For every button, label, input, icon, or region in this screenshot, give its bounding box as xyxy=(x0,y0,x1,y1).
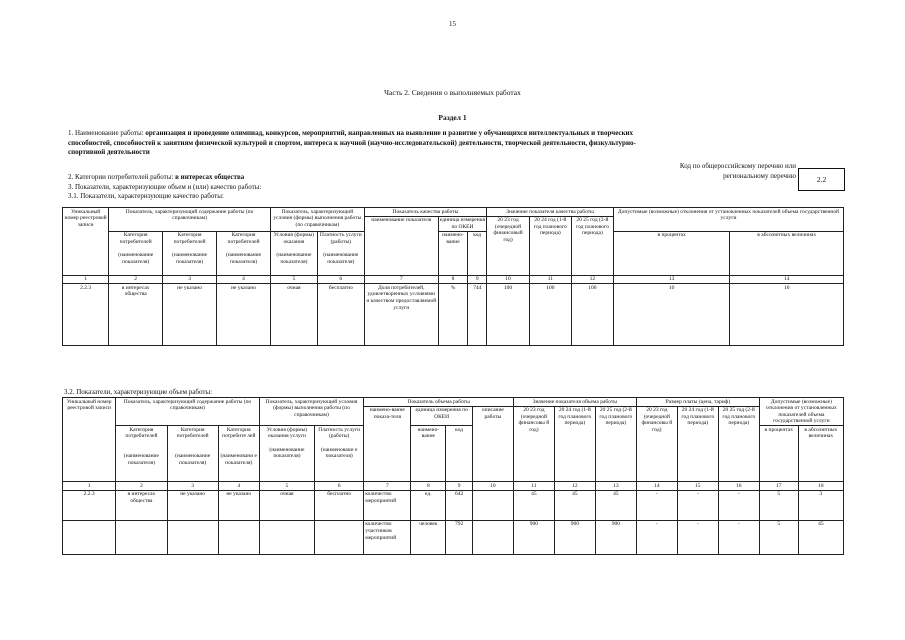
h2-name: наимено-вание показа-теля xyxy=(364,406,411,482)
h-pay: Платность услуги (работы) (наименование показателя) xyxy=(317,231,364,275)
num: 12 xyxy=(554,482,595,491)
consumer-category-line xyxy=(68,173,244,181)
h2-f1: 20 23 год (очередной финансовы й год) xyxy=(636,406,677,482)
code-value: 2.2 xyxy=(798,168,845,191)
num: 9 xyxy=(468,275,487,284)
num: 10 xyxy=(487,275,530,284)
h2-unique: Уникальный номер реестровой записи xyxy=(63,398,116,482)
h-pct: в процентах xyxy=(613,231,729,275)
num: 6 xyxy=(317,275,364,284)
cell xyxy=(116,520,167,554)
cell: - xyxy=(718,520,759,554)
table-row xyxy=(63,284,844,346)
h2-uname: наимено-вание xyxy=(411,426,446,482)
cell: очная xyxy=(259,490,314,520)
cell: 900 xyxy=(595,520,636,554)
num: 7 xyxy=(364,482,411,491)
num: 2 xyxy=(116,482,167,491)
cell: количество участников мероприятий xyxy=(364,520,411,554)
num: 18 xyxy=(798,482,843,491)
cell: количество мероприятий xyxy=(364,490,411,520)
num: 16 xyxy=(718,482,759,491)
h2-fee: Размер платы (цена, тариф) xyxy=(636,398,759,407)
h-code: код xyxy=(468,231,487,275)
h-cat-3: Категория потребителей (наименование показателя) xyxy=(217,231,271,275)
h2-volume: Показатель объема работы xyxy=(364,398,514,407)
h-dev: Допустимые (возможные) отклонения от установленных показателей объема государственной услуги xyxy=(613,208,843,232)
cell xyxy=(472,490,513,520)
cell: 10 xyxy=(730,284,844,346)
num: 13 xyxy=(595,482,636,491)
cell: 2.2.3 xyxy=(63,284,109,346)
cell: 45 xyxy=(513,490,554,520)
h2-cat-3: Категория потребите лей (наименовани е показателя) xyxy=(218,426,259,482)
indicators-line: 3. Показатели, характеризующие объем и (или) качество работы: xyxy=(68,183,262,191)
num: 13 xyxy=(613,275,729,284)
h-name: наименование показателя xyxy=(364,216,438,275)
h-content: Показатель, характеризующий содержание работы (по справочникам) xyxy=(109,208,271,232)
consumer-category-prefix: 2. Категории потребителей работы: xyxy=(68,173,176,181)
h2-cat-2: Категория потребителей (наименование показателя) xyxy=(167,426,218,482)
h2-dev: Допустимые (возможные) отклонения от установленных показателей объема государственной услуги xyxy=(759,398,843,426)
h-y3: 20 25 год (2-й год планового периода) xyxy=(571,216,613,275)
h2-y2: 20 24 год (1-й год планового периода) xyxy=(554,406,595,482)
cell: 744 xyxy=(468,284,487,346)
num: 2 xyxy=(109,275,163,284)
cell: не указано xyxy=(163,284,217,346)
cell: не указано xyxy=(217,284,271,346)
num: 5 xyxy=(271,275,318,284)
h-values: Значение показателя качества работы xyxy=(487,208,614,217)
cell: - xyxy=(718,490,759,520)
cell: бесплатно xyxy=(315,490,364,520)
cell: очная xyxy=(271,284,318,346)
consumer-category-value: в интересах общества xyxy=(175,173,245,181)
quality-indicators-line: 3.1. Показатели, характеризующие качество работы: xyxy=(68,192,224,200)
num: 1 xyxy=(63,275,109,284)
cell: 100 xyxy=(529,284,571,346)
num: 15 xyxy=(677,482,718,491)
num: 6 xyxy=(315,482,364,491)
num: 4 xyxy=(218,482,259,491)
cell: 100 xyxy=(571,284,613,346)
num: 8 xyxy=(438,275,467,284)
h-y1: 20 23 год (очередной финансовый год) xyxy=(487,216,530,275)
cell: 45 xyxy=(798,520,843,554)
cell xyxy=(259,520,314,554)
num: 8 xyxy=(411,482,446,491)
cell: 900 xyxy=(554,520,595,554)
table-row xyxy=(63,520,844,554)
volume-indicators-line: 3.2. Показатели, характеризующие объем работы: xyxy=(64,388,213,396)
h2-cat-1: Категория потребителей (наименование показателя) xyxy=(116,426,167,482)
h2-abs: в абсолютных величинах xyxy=(798,426,843,482)
num: 14 xyxy=(730,275,844,284)
h-unique: Уникальный номер реестровой записи xyxy=(63,208,109,276)
code-label: Код по общероссийскому перечню или региональному перечню xyxy=(679,162,796,180)
num: 3 xyxy=(163,275,217,284)
h2-y1: 20 23 год (очередной финансовы й год) xyxy=(513,406,554,482)
cell: бесплатно xyxy=(317,284,364,346)
cell: - xyxy=(677,520,718,554)
h-cat-1: Категория потребителей (наименование показателя) xyxy=(109,231,163,275)
h2-cond1: Условия (формы) оказания услуги (наименование показателя) xyxy=(259,426,314,482)
cell: % xyxy=(438,284,467,346)
work-name-value: организация и проведение олимпиад, конкурсов, мероприятий, направленных на выявление и развитие у обучающихся интеллектуальных и творческих способностей, способностей к занятиям физической культурой и спортом, интереса к научной (научно-исследовательской) деятельности, творческой деятельности, физкультурно-спортивной деятельности xyxy=(68,129,636,156)
h-cat-2: Категория потребителей (наименование показателя) xyxy=(163,231,217,275)
num: 14 xyxy=(636,482,677,491)
page-number: 15 xyxy=(449,20,456,28)
column-numbers xyxy=(63,275,844,284)
cell: 100 xyxy=(487,284,530,346)
h2-pay: Платность услуги (работы) (наименовани е показателя) xyxy=(315,426,364,482)
work-name-line xyxy=(68,129,668,158)
cell: ед. xyxy=(411,490,446,520)
cell: - xyxy=(636,520,677,554)
h-quality: Показатель качества работы xyxy=(364,208,486,217)
num: 11 xyxy=(529,275,571,284)
cell: Доля потребителей, удовлетворенных условиями и качеством предоставляемой услуги xyxy=(364,284,438,346)
cell: 3 xyxy=(798,490,843,520)
cell xyxy=(472,520,513,554)
cell: 5 xyxy=(759,520,798,554)
h2-unit: единица измерения по ОКЕИ xyxy=(411,406,472,426)
h-abs: в абсолютных величинах xyxy=(730,231,844,275)
quality-table xyxy=(62,207,844,346)
h2-pct: в процентах xyxy=(759,426,798,482)
cell: 5 xyxy=(759,490,798,520)
h2-cond: Показатель, характеризующий условия (формы) выполнения работы (по справочникам) xyxy=(259,398,364,426)
h2-values: Значение показателя объема работы xyxy=(513,398,636,407)
volume-table xyxy=(62,397,844,555)
part-title: Часть 2. Сведения о выполняемых работах xyxy=(384,88,521,97)
h2-code: код xyxy=(446,426,473,482)
cell: - xyxy=(636,490,677,520)
cell: в интересах общества xyxy=(109,284,163,346)
num: 3 xyxy=(167,482,218,491)
h2-desc: описание работы xyxy=(472,406,513,482)
cell: 10 xyxy=(613,284,729,346)
num: 12 xyxy=(571,275,613,284)
h-cond: Показатель, характеризующий условия (формы) выполнения работы (по справочникам) xyxy=(271,208,365,232)
h-uname: наимено-вание xyxy=(438,231,467,275)
h-unit: единица измерения по ОКЕИ xyxy=(439,217,486,230)
num: 11 xyxy=(513,482,554,491)
cell: не указано xyxy=(167,490,218,520)
cell xyxy=(315,520,364,554)
cell xyxy=(63,520,116,554)
h2-f2: 20 24 год (1-й год планового периода) xyxy=(677,406,718,482)
cell xyxy=(167,520,218,554)
num: 10 xyxy=(472,482,513,491)
num: 7 xyxy=(364,275,438,284)
h-cond1: Условия (формы) оказания (наименование показателя) xyxy=(271,231,318,275)
h2-f3: 20 25 год (2-й год планового периода) xyxy=(718,406,759,482)
cell: 642 xyxy=(446,490,473,520)
table-row xyxy=(63,490,844,520)
cell: 45 xyxy=(554,490,595,520)
num: 5 xyxy=(259,482,314,491)
cell xyxy=(218,520,259,554)
cell: в интересах общества xyxy=(116,490,167,520)
cell: 900 xyxy=(513,520,554,554)
section-title: Раздел 1 xyxy=(438,113,467,122)
num: 4 xyxy=(217,275,271,284)
column-numbers xyxy=(63,482,844,491)
num: 1 xyxy=(63,482,116,491)
num: 17 xyxy=(759,482,798,491)
work-name-prefix: 1. Наименование работы: xyxy=(68,129,146,137)
h2-y3: 20 25 год (2-й год планового периода) xyxy=(595,406,636,482)
cell: - xyxy=(677,490,718,520)
cell: 45 xyxy=(595,490,636,520)
cell: 2.2.3 xyxy=(63,490,116,520)
h2-content: Показатель, характеризующий содержание работы (по справочникам) xyxy=(116,398,259,426)
cell: человек xyxy=(411,520,446,554)
cell: не указано xyxy=(218,490,259,520)
h-y2: 20 24 год (1-й год планового периода) xyxy=(529,216,571,275)
cell: 792 xyxy=(446,520,473,554)
num: 9 xyxy=(446,482,473,491)
